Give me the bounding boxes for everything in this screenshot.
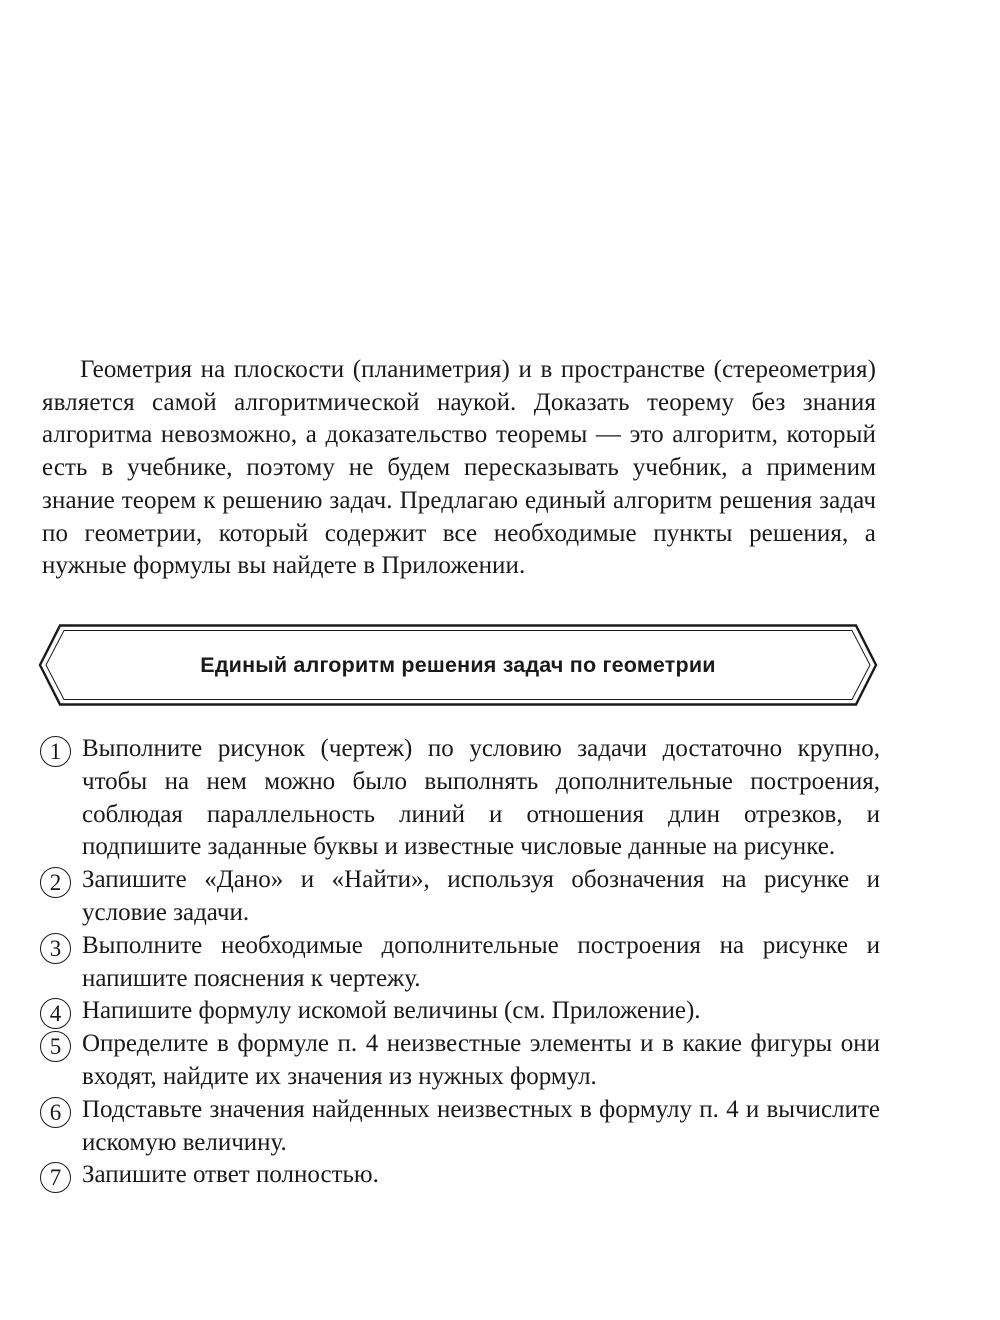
intro-paragraph: Геометрия на плоскости (планиметрия) и в пространстве (стереометрия) является самой алгоритмической наукой. Доказать теорему без знания алгоритма невозможно, а доказательство теоремы — это алгоритм, который есть в учебнике, поэтому не будем пересказывать учебник, а применим знание теорем к решению задач. Предлагаю единый алгоритм решения задач по геометрии, который содержит все необходимые пункты решения, а нужные формулы вы найдете в Приложении. [42, 356, 876, 580]
step-number-badge: 6 [40, 1097, 71, 1128]
step-item [40, 1159, 880, 1192]
step-number-badge: 2 [40, 867, 71, 898]
step-number-badge: 1 [40, 736, 71, 767]
step-item [40, 930, 880, 996]
step-number-badge: 3 [40, 933, 71, 964]
step-item [40, 733, 880, 864]
step-item [40, 995, 880, 1028]
step-item [40, 1028, 880, 1094]
step-text: Выполните необходимые дополнительные построения на рисунке и напишите пояснения к чертежу. [82, 931, 880, 992]
step-text: Определите в формуле п. 4 неизвестные элементы и в какие фигуры они входят, найдите их значения из нужных формул. [82, 1030, 880, 1090]
step-number-badge: 5 [40, 1031, 71, 1062]
step-text: Напишите формулу искомой величины (см. Приложение). [82, 997, 701, 1025]
step-text: Выполните рисунок (чертеж) по условию задачи достаточно крупно, чтобы на нем можно было выполнять дополнительные построения, соблюдая параллельность линий и отношения длин отрезков, и подпишите заданные буквы и известные числовые данные на рисунке. [82, 735, 880, 861]
banner-title: Единый алгоритм решения задач по геометрии [200, 652, 716, 677]
step-text: Запишите «Дано» и «Найти», используя обозначения на рисунке и условие задачи. [82, 866, 880, 926]
step-item [40, 864, 880, 930]
step-text: Подставьте значения найденных неизвестных в формулу п. 4 и вычислите искомую величину. [82, 1095, 880, 1156]
section-banner [38, 624, 878, 706]
step-number-badge: 7 [40, 1162, 71, 1193]
step-number-badge: 4 [40, 998, 71, 1029]
step-item [40, 1094, 880, 1160]
step-text: Запишите ответ полностью. [82, 1161, 379, 1189]
algorithm-steps [40, 733, 880, 1192]
